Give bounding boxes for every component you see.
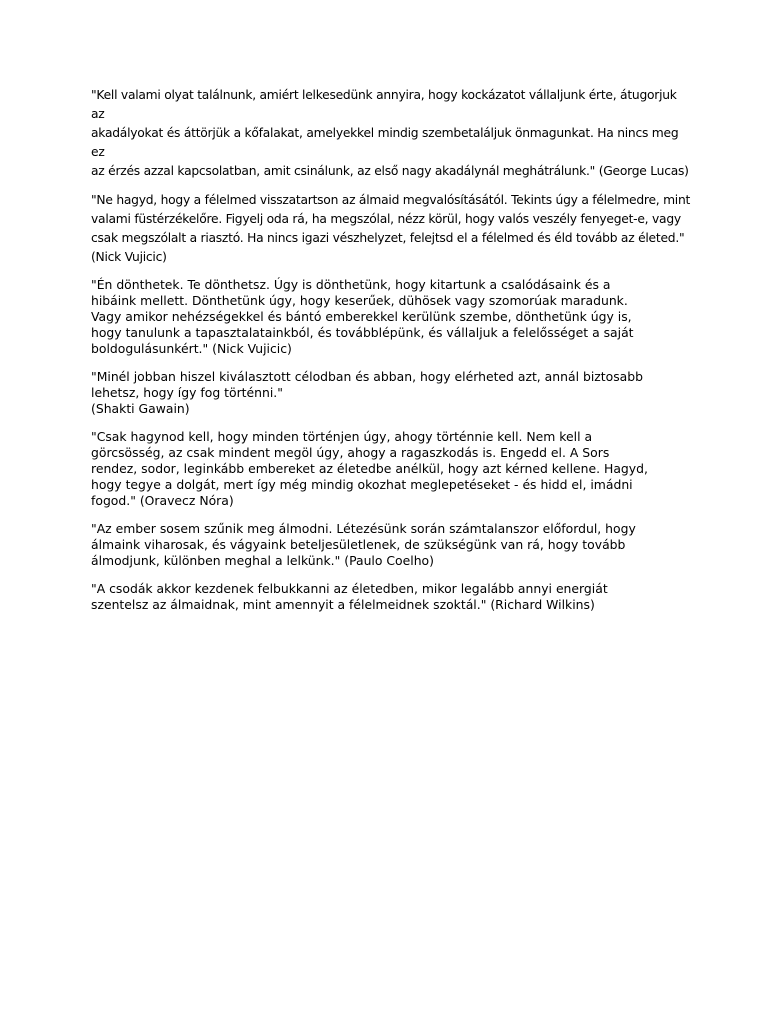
quote-richard-wilkins: "A csodák akkor kezdenek felbukkanni az életedben, mikor legalább annyi energiát szentelsz az álmaidnak, mint amennyit a félelmeidnek szoktál." (Richard Wilkins) — [91, 581, 608, 612]
quote-nick-vujicic-fear: "Ne hagyd, hogy a félelmed visszatartson az álmaid megvalósításától. Tekints úgy a félelmedre, mint valami füstérzékelőre. Figyelj oda rá, ha megszólal, nézz körül, hogy valós veszély fenyeget-e, vagy csak megszólalt a riasztó. Ha nincs igazi vészhelyzet, felejtsd el a félelmed és éld tovább az életed." (Nick Vujicic) — [91, 193, 691, 264]
quote-nick-vujicic-choice: "Én dönthetek. Te dönthetsz. Úgy is dönthetünk, hogy kitartunk a csalódásaink és a hibáink mellett. Dönthetünk úgy, hogy keserűek, dühösek vagy szomorúak maradunk. Vagy amikor nehézségekkel és bántó emberekkel kerülünk szembe, dönthetünk úgy is, hogy tanulunk a tapasztalatainkból, és továbblépünk, és vállaljuk a felelősséget a saját boldogulásunkért." (Nick Vujicic) — [91, 277, 634, 356]
quote-shakti-gawain: "Minél jobban hiszel kiválasztott célodban és abban, hogy elérheted azt, annál biztosabb lehetsz, hogy így fog történni." (Shakti Gawain) — [91, 369, 643, 416]
document-page — [91, 86, 691, 625]
quote-oravecz-nora: "Csak hagynod kell, hogy minden történjen úgy, ahogy történnie kell. Nem kell a görcsösség, az csak mindent megöl úgy, ahogy a ragaszkodás is. Engedd el. A Sors rendez, sodor, leginkább embereket az életedbe anélkül, hogy azt kérned kellene. Hagyd, hogy tegye a dolgát, mert így még mindig okozhat meglepetéseket - és hidd el, imádni fogod." (Oravecz Nóra) — [91, 429, 648, 508]
quote-george-lucas: "Kell valami olyat találnunk, amiért lelkesedünk annyira, hogy kockázatot vállaljunk érte, átugorjuk az akadályokat és áttörjük a kőfalakat, amelyekkel mindig szembetaláljuk önmagunkat. Ha nincs meg ez az érzés azzal kapcsolatban, amit csinálunk, az első nagy akadálynál meghátrálunk." (George Lucas) — [91, 88, 689, 178]
quote-paulo-coelho: "Az ember sosem szűnik meg álmodni. Létezésünk során számtalanszor előfordul, hogy álmaink viharosak, és vágyaink beteljesületlenek, de szükségünk van rá, hogy tovább álmodjunk, különben meghal a lelkünk." (Paulo Coelho) — [91, 521, 636, 568]
